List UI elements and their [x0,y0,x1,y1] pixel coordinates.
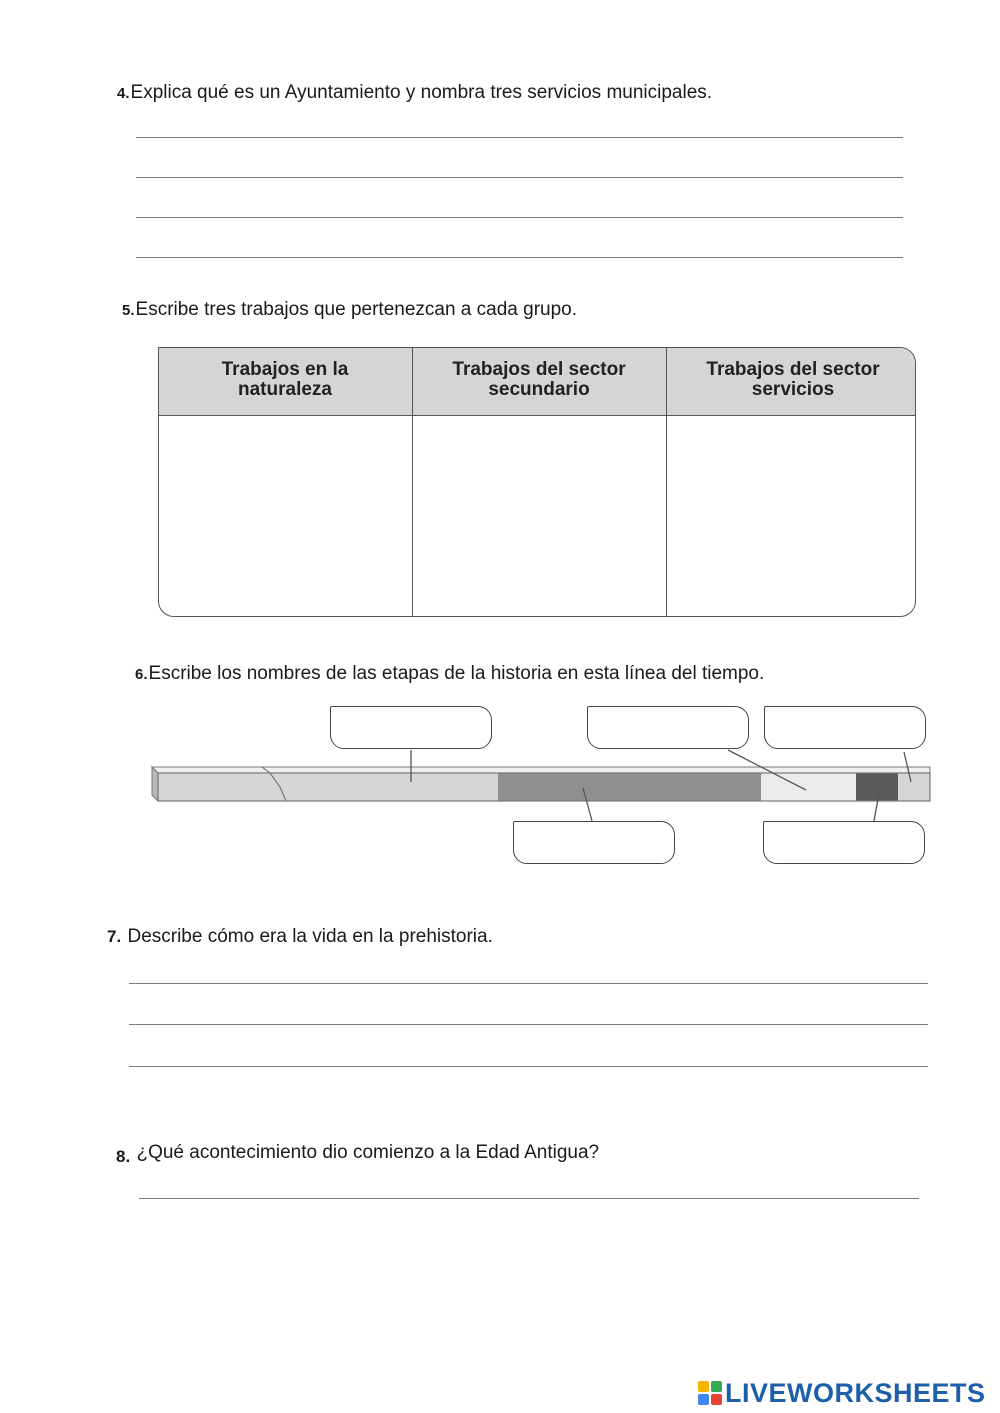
header-line: Trabajos del sector [706,359,880,380]
header-line: servicios [751,379,835,400]
answer-line[interactable] [136,177,903,178]
segment-end [898,773,930,801]
question-number: 4. [117,85,130,102]
header-line: naturaleza [238,379,332,400]
answer-line[interactable] [136,257,903,258]
timeline-end-cap [152,767,158,801]
segment-edad-media [498,773,761,801]
question-text: Escribe los nombres de las etapas de la historia en esta línea del tiempo. [148,663,765,684]
jobs-table [158,347,916,617]
header-line: Trabajos del sector [452,359,626,380]
header-servicios [667,360,916,400]
question-text: Describe cómo era la vida en la prehistoria. [127,926,493,947]
question-text: ¿Qué acontecimiento dio comienzo a la Edad Antigua? [136,1142,600,1163]
timeline-label-box[interactable] [763,821,925,864]
logo-text: LIVEWORKSHEETS [725,1377,986,1408]
segment-prehistoria [158,773,498,801]
header-secundario [413,360,665,400]
liveworksheets-logo [698,1376,986,1410]
question-text: Escribe tres trabajos que pertenezcan a cada grupo. [135,299,578,320]
logo-mark-icon [698,1381,722,1405]
question-6 [135,663,764,685]
timeline-label-box[interactable] [330,706,492,749]
segment-edad-contemporanea [856,773,898,801]
question-number: 7. [107,927,122,946]
timeline-label-box[interactable] [764,706,926,749]
answer-line[interactable] [129,1066,928,1067]
header-line: Trabajos en la [221,359,349,380]
question-text: Explica qué es un Ayuntamiento y nombra tres servicios municipales. [130,82,713,103]
answer-line[interactable] [129,1024,928,1025]
answer-line[interactable] [136,217,903,218]
question-number: 8. [116,1147,131,1166]
answer-cell-naturaleza[interactable] [159,416,411,616]
question-5 [122,299,577,321]
answer-line[interactable] [129,983,928,984]
timeline-label-box[interactable] [587,706,749,749]
timeline-label-box[interactable] [513,821,675,864]
question-4 [117,82,712,104]
question-8 [116,1142,599,1164]
answer-cell-secundario[interactable] [413,416,665,616]
question-7 [107,926,493,948]
header-naturaleza [159,360,411,400]
answer-cell-servicios[interactable] [667,416,916,616]
answer-line[interactable] [136,137,903,138]
segment-edad-moderna [761,773,856,801]
question-number: 5. [122,302,135,319]
question-number: 6. [135,666,148,683]
header-line: secundario [488,379,590,400]
history-timeline [150,700,940,880]
answer-line[interactable] [139,1198,919,1199]
